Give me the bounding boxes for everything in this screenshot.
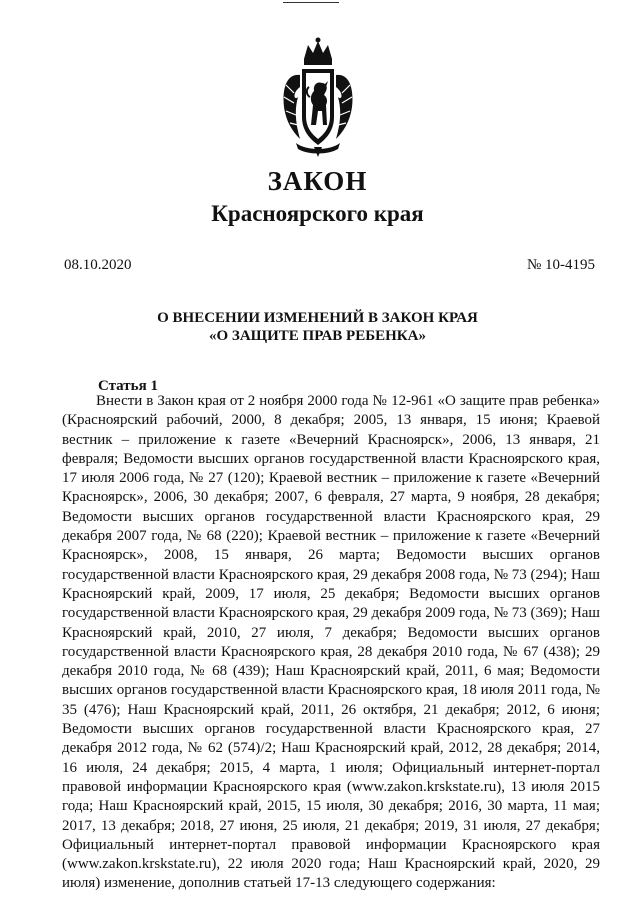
document-date: 08.10.2020 (64, 257, 132, 273)
krasnoyarsk-coat-of-arms-icon (280, 35, 356, 159)
document-title: ЗАКОН (267, 166, 368, 196)
document-number: № 10-4195 (526, 257, 595, 273)
top-rule (283, 2, 339, 3)
document-subtitle: Красноярского края (211, 201, 424, 226)
law-heading-line2: «О ЗАЩИТЕ ПРАВ РЕБЕНКА» (208, 328, 427, 344)
article-title: Статья 1 (98, 378, 158, 394)
article-body: Внести в Закон края от 2 ноября 2000 года № 12-961 «О защите прав ребенка» (Красноярский рабочий, 2000, 8 декабря; 2005, 13 января, 15 июня; Краевой вестник – приложение к газете «Вечерний Красноярск», 2006, 13 января, 21 февраля; Ведомости высших органов государственной власти Красноярского края, 17 июля 2006 года, № 27 (120); Краевой вестник – приложение к газете «Вечерний Красноярск», 2006, 30 декабря; 2007, 6 февраля, 27 марта, 9 ноября, 28 декабря; Ведомости высших органов государственной власти Красноярского края, 29 декабря 2007 года, № 68 (220); Краевой вестник – приложение к газете «Вечерний Красноярск», 2008, 15 января, 26 марта; Ведомости высших органов государственной власти Красноярского края, 29 декабря 2008 года, № 73 (294); Наш Красноярский край, 2009, 17 июля, 25 декабря; Ведомости высших органов государственной власти Красноярского края, 29 декабря 2009 года, № 73 (369); Наш Красноярский край, 2010, 27 июля, 7 декабря; Ведомости высших органов государственной власти Красноярского края, 28 декабря 2010 года, № 67 (438); 29 декабря 2010 года, № 68 (439); Наш Красноярский край, 2011, 6 мая; Ведомости высших органов государственной власти Красноярского края, 18 июля 2011 года, № 35 (476); Наш Красноярский край, 2011, 26 октября, 21 декабря; 2012, 6 июня; Ведомости высших органов государственной власти Красноярского края, 27 декабря 2012 года, № 62 (574)/2; Наш Красноярский край, 2012, 28 декабря; 2014, 16 июля, 24 декабря; 2015, 4 марта, 1 июля; Официальный интернет-портал правовой информации Красноярского края (www.zakon.krskstate.ru), 13 июля 2015 года; Наш Красноярский край, 2015, 15 июля, 30 декабря; 2016, 30 марта, 11 мая; 2017, 13 декабря; 2018, 27 июня, 25 июля, 21 декабря; 2019, 31 июля, 27 декабря; Официальный интернет-портал правовой информации Красноярского края (www.zakon.krskstate.ru), 22 июля 2020 года; Наш Красноярский край, 2020, 29 июля) изменение, дополнив статьей 17-13 следующего содержания: (62, 393, 600, 892)
law-heading-line1: О ВНЕСЕНИИ ИЗМЕНЕНИЙ В ЗАКОН КРАЯ (157, 310, 478, 326)
